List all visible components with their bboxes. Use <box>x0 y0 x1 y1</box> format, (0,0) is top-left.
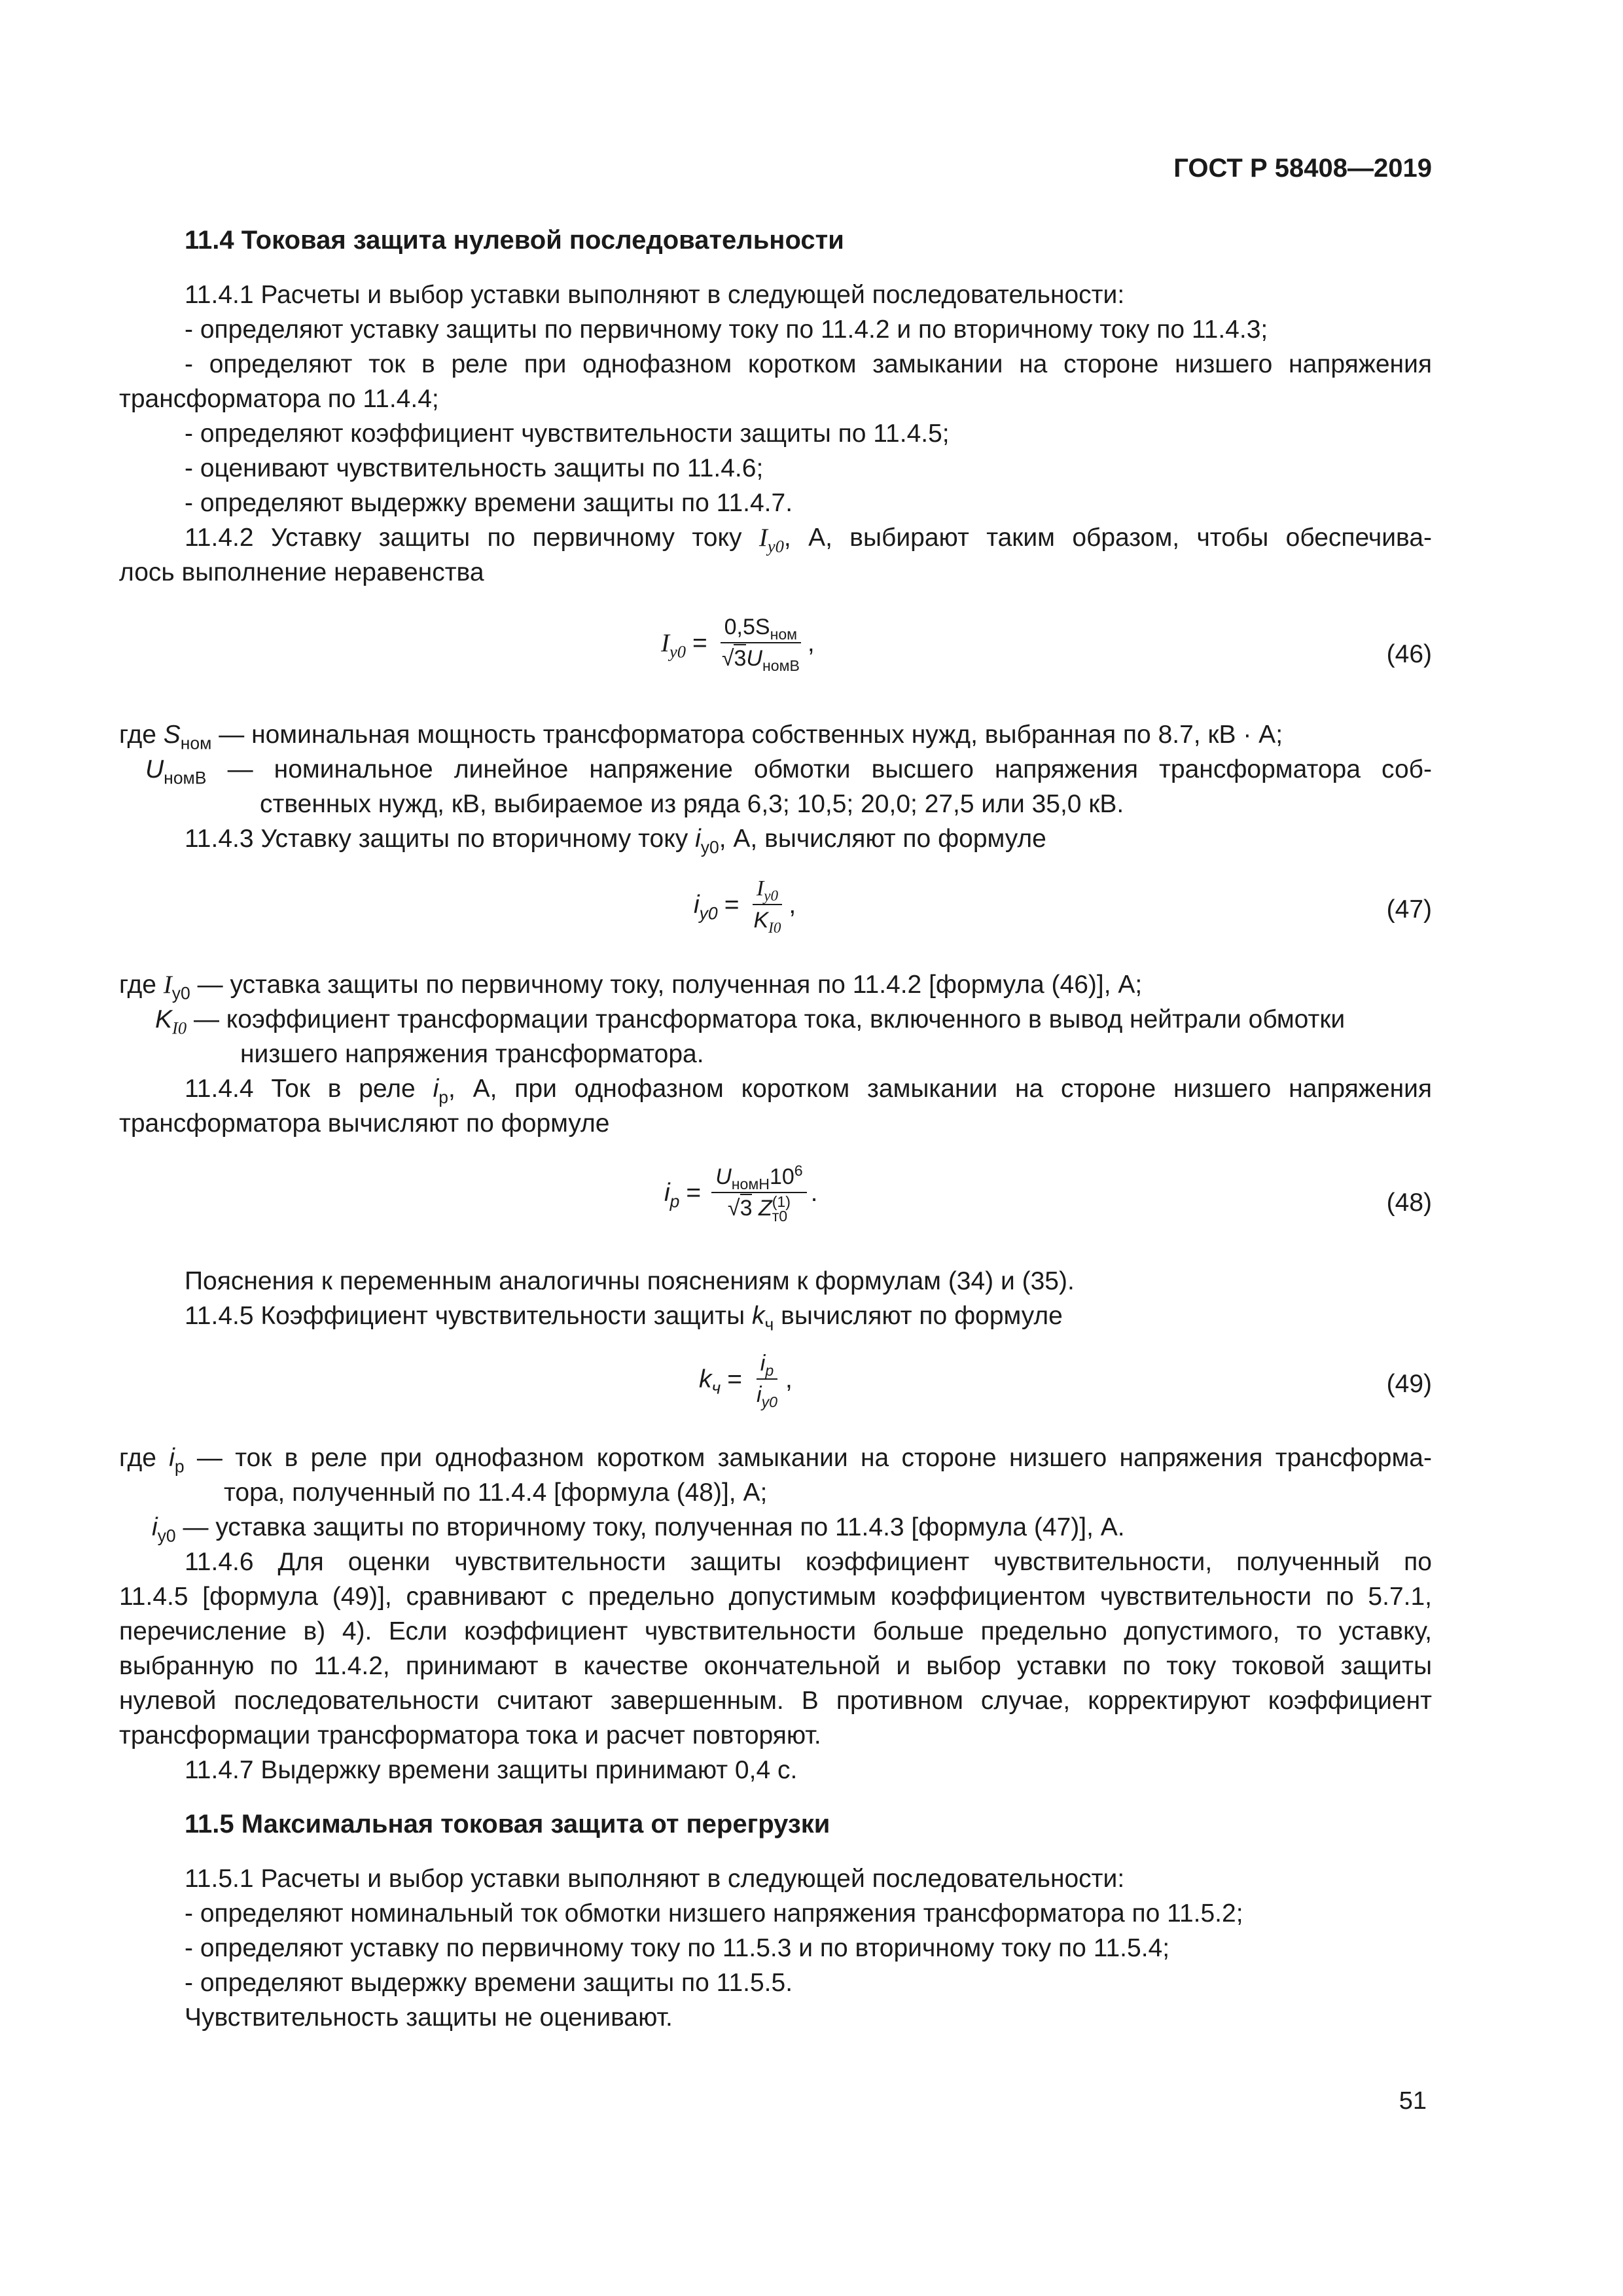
paragraph-11-4-7: 11.4.7 Выдержку времени защиты принимают 0,4 с. <box>185 1756 798 1784</box>
list-item: - определяют выдержку времени защиты по 11.5.5. <box>185 1969 793 1997</box>
document-header: ГОСТ Р 58408—2019 <box>1173 154 1432 183</box>
formula-49: $k_ч$ = $\frac{i_р}{i_{у0}}$ , <box>699 1348 793 1410</box>
list-item: - определяют номинальный ток обмотки низшего напряжения трансформатора по 11.5.2; <box>185 1899 1243 1928</box>
list-item: - определяют уставку защиты по первичному току по 11.4.2 и по вторичному току по 11.4.3; <box>185 315 1268 344</box>
where-clause-continuation: низшего напряжения трансформатора. <box>240 1040 704 1068</box>
paragraph-line: нулевой последовательности считают завершенным. В противном случае, корректируют коэффициент <box>119 1687 1432 1715</box>
where-clause: $i_{у0}$ — уставка защиты по вторичному току, полученная по 11.4.3 [формула (47)], А. <box>152 1513 1125 1546</box>
where-clause: где $I_{у0}$ — уставка защиты по первичному току, полученная по 11.4.2 [формула (46)], А; <box>119 971 1143 1003</box>
formula-48: $i_р$ = $U_{номН}10^6$ √3 Z (1) т0 . <box>664 1162 818 1225</box>
paragraph-line: перечисление в) 4). Если коэффициент чувствительности больше предельно допустимого, то уставку, <box>119 1617 1432 1645</box>
equation-number-46: (46) <box>1386 640 1432 668</box>
where-clause-continuation: ственных нужд, кВ, выбираемое из ряда 6,3; 10,5; 20,0; 27,5 или 35,0 кВ. <box>260 790 1124 818</box>
list-item: - определяют выдержку времени защиты по 11.4.7. <box>185 489 793 517</box>
where-clause: $K_{I0}$ — коэффициент трансформации трансформатора тока, включенного в вывод нейтрали обмотки <box>155 1005 1346 1038</box>
where-clause: $U_{номВ}$ — номинальное линейное напряжение обмотки высшего напряжения трансформатора соб- <box>145 755 1432 788</box>
list-item: - определяют уставку по первичному току по 11.5.3 и по вторичному току по 11.5.4; <box>185 1934 1170 1962</box>
paragraph: Чувствительность защиты не оценивают. <box>185 2003 673 2032</box>
where-clause-continuation: тора, полученный по 11.4.4 [формула (48)], А; <box>224 1479 768 1507</box>
paragraph-line: трансформации трансформатора тока и расчет повторяют. <box>119 1721 821 1749</box>
paragraph-line: выбранную по 11.4.2, принимают в качестве окончательной и выбор уставки по току токовой защиты <box>119 1652 1432 1680</box>
paragraph-11-4-1: 11.4.1 Расчеты и выбор уставки выполняют в следующей последовательности: <box>185 281 1125 309</box>
paragraph-11-4-5: 11.4.5 Коэффициент чувствительности защиты $k_ч$ вычисляют по формуле <box>185 1302 1063 1335</box>
list-item: - оценивают чувствительность защиты по 11.4.6; <box>185 454 764 482</box>
list-item-continuation: трансформатора по 11.4.4; <box>119 385 439 413</box>
paragraph-continuation: лось выполнение неравенства <box>119 558 484 586</box>
page-number: 51 <box>1399 2087 1427 2115</box>
where-clause: где $S_{ном}$ — номинальная мощность трансформатора собственных нужд, выбранная по 8.7, кВ · А; <box>119 721 1283 753</box>
equation-number-49: (49) <box>1386 1370 1432 1398</box>
paragraph-11-4-3: 11.4.3 Уставку защиты по вторичному току $i_{у0}$, А, вычисляют по формуле <box>185 825 1046 857</box>
paragraph-11-4-2: 11.4.2 Уставку защиты по первичному току $I_{у0}$, А, выбирают таким образом, чтобы обеспечива- <box>185 524 1432 556</box>
paragraph-11-5-1: 11.5.1 Расчеты и выбор уставки выполняют в следующей последовательности: <box>185 1865 1125 1893</box>
list-item: - определяют ток в реле при однофазном коротком замыкании на стороне низшего напряжения <box>185 350 1432 378</box>
paragraph-line: 11.4.5 [формула (49)], сравнивают с предельно допустимым коэффициентом чувствительности по 5.7.1, <box>119 1583 1432 1611</box>
where-clause: где $i_р$ — ток в реле при однофазном коротком замыкании на стороне низшего напряжения трансформа- <box>119 1444 1432 1477</box>
formula-46: $I_{у0}$ = $\frac{0,5S_{ном}}{√3U_{номВ}}$ , <box>661 612 815 673</box>
section-heading-11-4: 11.4 Токовая защита нулевой последовательности <box>185 226 844 255</box>
equation-number-48: (48) <box>1386 1189 1432 1217</box>
paragraph-11-4-4: 11.4.4 Ток в реле $i_р$, А, при однофазном коротком замыкании на стороне низшего напряжения <box>185 1075 1433 1107</box>
list-item: - определяют коэффициент чувствительности защиты по 11.4.5; <box>185 420 950 448</box>
section-heading-11-5: 11.5 Максимальная токовая защита от перегрузки <box>185 1810 830 1839</box>
formula-47: $i_{у0}$ = $\frac{I_{у0}}{K_{I0}}$ , <box>694 874 796 935</box>
equation-number-47: (47) <box>1386 895 1432 924</box>
paragraph-11-4-6: 11.4.6 Для оценки чувствительности защиты коэффициент чувствительности, полученный по <box>185 1548 1432 1576</box>
paragraph: Пояснения к переменным аналогичны пояснениям к формулам (34) и (35). <box>185 1267 1075 1295</box>
paragraph-continuation: трансформатора вычисляют по формуле <box>119 1109 610 1138</box>
